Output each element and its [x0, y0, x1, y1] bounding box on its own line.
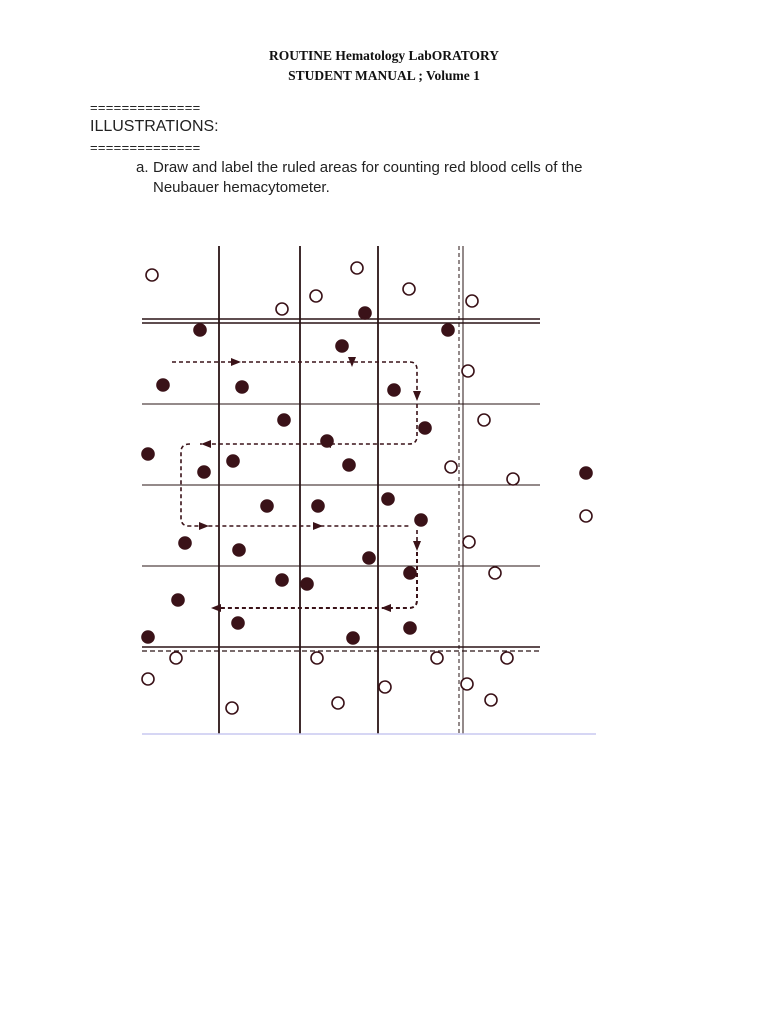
item-text-line-2: Neubauer hemacytometer. — [153, 179, 330, 196]
section-title: ILLUSTRATIONS: — [90, 118, 219, 135]
filled-cell-icon — [232, 543, 246, 557]
open-cell-icon — [310, 290, 322, 302]
header-title: ROUTINE Hematology LabORATORY — [268, 48, 500, 63]
filled-cell-icon — [381, 492, 395, 506]
filled-cell-icon — [335, 339, 349, 353]
open-cell-icon — [146, 269, 158, 281]
open-cell-icon — [485, 694, 497, 706]
open-cell-icon — [403, 283, 415, 295]
filled-cell-icon — [418, 421, 432, 435]
counting-path-segment — [200, 404, 417, 444]
filled-cell-icon — [362, 551, 376, 565]
path-arrowhead — [313, 522, 323, 530]
filled-cell-icon — [231, 616, 245, 630]
path-arrowhead — [413, 391, 421, 401]
filled-cell-icon — [358, 306, 372, 320]
filled-cell-icon — [171, 593, 185, 607]
filled-cell-icon — [197, 465, 211, 479]
item-text-line-1: Draw and label the ruled areas for counting red blood cells of the — [153, 159, 583, 176]
open-cell-icon — [332, 697, 344, 709]
filled-cell-icon — [403, 566, 417, 580]
filled-cell-icon — [300, 577, 314, 591]
separator-bottom: ============== — [90, 140, 201, 155]
open-cell-icon — [379, 681, 391, 693]
open-cell-icon — [445, 461, 457, 473]
filled-cell-icon — [342, 458, 356, 472]
filled-cell-icon — [387, 383, 401, 397]
filled-cell-icon — [579, 466, 593, 480]
open-cell-icon — [462, 365, 474, 377]
open-cell-icon — [431, 652, 443, 664]
counting-path-segment — [212, 552, 417, 608]
header-subtitle: STUDENT MANUAL ; Volume 1 — [288, 68, 480, 83]
list-marker: a. — [136, 159, 149, 176]
open-cell-icon — [351, 262, 363, 274]
open-cell-icon — [311, 652, 323, 664]
path-arrowhead — [413, 541, 421, 551]
separator-top: ============== — [90, 100, 201, 115]
filled-cell-icon — [260, 499, 274, 513]
path-arrowhead — [231, 358, 241, 366]
open-cell-icon — [478, 414, 490, 426]
filled-cell-icon — [320, 434, 334, 448]
filled-cell-icon — [441, 323, 455, 337]
cells-layer — [141, 262, 593, 714]
path-arrowhead — [381, 604, 391, 612]
open-cell-icon — [501, 652, 513, 664]
filled-cell-icon — [235, 380, 249, 394]
open-cell-icon — [170, 652, 182, 664]
filled-cell-icon — [275, 573, 289, 587]
open-cell-icon — [142, 673, 154, 685]
filled-cell-icon — [141, 447, 155, 461]
filled-cell-icon — [403, 621, 417, 635]
filled-cell-icon — [226, 454, 240, 468]
open-cell-icon — [461, 678, 473, 690]
filled-cell-icon — [414, 513, 428, 527]
open-cell-icon — [226, 702, 238, 714]
filled-cell-icon — [311, 499, 325, 513]
counting-grid — [142, 246, 540, 734]
path-arrowhead — [201, 440, 211, 448]
filled-cell-icon — [346, 631, 360, 645]
filled-cell-icon — [178, 536, 192, 550]
filled-cell-icon — [141, 630, 155, 644]
open-cell-icon — [466, 295, 478, 307]
open-cell-icon — [580, 510, 592, 522]
open-cell-icon — [489, 567, 501, 579]
filled-cell-icon — [277, 413, 291, 427]
counting-path-segment — [172, 362, 417, 400]
open-cell-icon — [463, 536, 475, 548]
open-cell-icon — [276, 303, 288, 315]
filled-cell-icon — [156, 378, 170, 392]
path-arrowhead — [199, 522, 209, 530]
filled-cell-icon — [193, 323, 207, 337]
open-cell-icon — [507, 473, 519, 485]
